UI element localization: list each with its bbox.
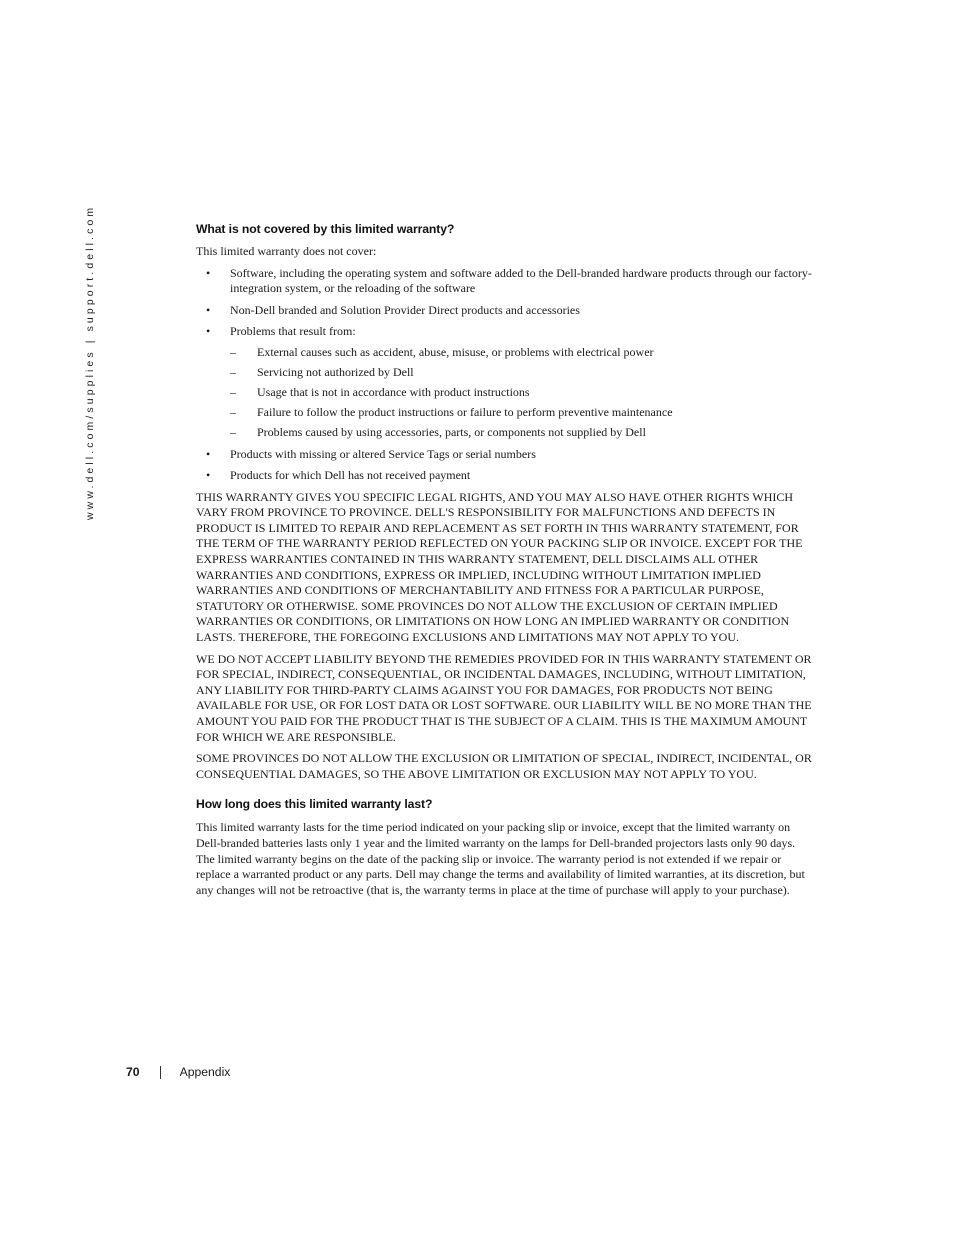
dash-marker: – <box>230 384 236 399</box>
list-item-text: Problems that result from: <box>230 324 356 339</box>
list-item <box>196 303 814 319</box>
dash-marker: – <box>230 344 236 359</box>
intro-paragraph: This limited warranty does not cover: <box>196 244 377 258</box>
section-heading-not-covered: What is not covered by this limited warranty? <box>196 222 455 236</box>
dash-marker: – <box>230 404 236 419</box>
list-item <box>196 324 814 440</box>
bullet-marker: • <box>206 324 211 339</box>
list-item-text: Products with missing or altered Service Tags or serial numbers <box>230 446 536 461</box>
exclusions-list <box>196 266 814 484</box>
sub-list-item-text: Servicing not authorized by Dell <box>257 364 414 379</box>
sub-list-item <box>230 405 814 421</box>
list-item <box>196 468 814 484</box>
sub-list-item-text: Usage that is not in accordance with product instructions <box>257 384 530 399</box>
list-item-text: Non-Dell branded and Solution Provider Direct products and accessories <box>230 302 580 317</box>
page-footer <box>126 1064 230 1080</box>
footer-section-name: Appendix <box>179 1065 231 1079</box>
page-number: 70 <box>126 1065 140 1079</box>
footer-divider <box>160 1066 161 1079</box>
provinces-paragraph: SOME PROVINCES DO NOT ALLOW THE EXCLUSION OR LIMITATION OF SPECIAL, INDIRECT, INCIDENTAL, OR CONSEQUENTIAL DAMAGES, SO THE ABOVE LIMITATION OR EXCLUSION MAY NOT APPLY TO YOU. <box>196 751 812 781</box>
dash-marker: – <box>230 424 236 439</box>
sub-list-item-text: Problems caused by using accessories, parts, or components not supplied by Dell <box>257 424 646 439</box>
liability-paragraph: WE DO NOT ACCEPT LIABILITY BEYOND THE REMEDIES PROVIDED FOR IN THIS WARRANTY STATEMENT OR FOR SPECIAL, INDIRECT, CONSEQUENTIAL, OR INCIDENTAL DAMAGES, INCLUDING, WITHOUT LIMITATION, ANY LIABILITY FOR THIRD-PARTY CLAIMS AGAINST YOU FOR DAMAGES, FOR PRODUCTS NOT BEING AVAILABLE FOR USE, OR FOR LOST DATA OR LOST SOFTWARE. OUR LIABILITY WILL BE NO MORE THAN THE AMOUNT YOU PAID FOR THE PRODUCT THAT IS THE SUBJECT OF A CLAIM. THIS IS THE MAXIMUM AMOUNT FOR WHICH WE ARE RESPONSIBLE. <box>196 651 812 744</box>
page-content <box>196 221 814 904</box>
sub-list-item <box>230 385 814 401</box>
list-item-text: Software, including the operating system and software added to the Dell-branded hardware products through our factory-integration system, or the reloading of the software <box>230 265 812 296</box>
sub-list-item <box>230 345 814 361</box>
bullet-marker: • <box>206 446 211 461</box>
sub-list-item <box>230 425 814 441</box>
bullet-marker: • <box>206 265 211 280</box>
problems-sublist <box>230 345 814 441</box>
section-heading-duration: How long does this limited warranty last? <box>196 797 433 812</box>
legal-rights-paragraph: THIS WARRANTY GIVES YOU SPECIFIC LEGAL RIGHTS, AND YOU MAY ALSO HAVE OTHER RIGHTS WHICH VARY FROM PROVINCE TO PROVINCE. DELL'S RESPONSIBILITY FOR MALFUNCTIONS AND DEFECTS IN PRODUCT IS LIMITED TO REPAIR AND REPLACEMENT AS SET FORTH IN THIS WARRANTY STATEMENT, FOR THE TERM OF THE WARRANTY PERIOD REFLECTED ON YOUR PACKING SLIP OR INVOICE. EXCEPT FOR THE EXPRESS WARRANTIES CONTAINED IN THIS WARRANTY STATEMENT, DELL DISCLAIMS ALL OTHER WARRANTIES AND CONDITIONS, EXPRESS OR IMPLIED, INCLUDING WITHOUT LIMITATION IMPLIED WARRANTIES AND CONDITIONS OF MERCHANTABILITY AND FITNESS FOR A PARTICULAR PURPOSE, STATUTORY OR OTHERWISE. SOME PROVINCES DO NOT ALLOW THE EXCLUSION OF CERTAIN IMPLIED WARRANTIES OR CONDITIONS, OR LIMITATIONS ON HOW LONG AN IMPLIED WARRANTY OR CONDITION LASTS. THEREFORE, THE FOREGOING EXCLUSIONS AND LIMITATIONS MAY NOT APPLY TO YOU. <box>196 489 803 645</box>
sub-list-item <box>230 365 814 381</box>
dash-marker: – <box>230 364 236 379</box>
duration-paragraph: This limited warranty lasts for the time period indicated on your packing slip or invoice, except that the limited warranty on Dell-branded batteries lasts only 1 year and the limited warranty on the lamps for Dell-branded projectors lasts only 90 days. The limited warranty begins on the date of the packing slip or invoice. The warranty period is not extended if we repair or replace a warranted product or any parts. Dell may change the terms and availability of limited warranties, at its discretion, but any changes will not be retroactive (that is, the warranty terms in place at the time of purchase will apply to your purchase). <box>196 820 805 897</box>
bullet-marker: • <box>206 468 211 483</box>
list-item-text: Products for which Dell has not received payment <box>230 468 471 483</box>
list-item <box>196 266 814 297</box>
sub-list-item-text: External causes such as accident, abuse, misuse, or problems with electrical power <box>257 344 654 359</box>
sub-list-item-text: Failure to follow the product instructions or failure to perform preventive maintenance <box>257 404 673 419</box>
list-item <box>196 447 814 463</box>
sidebar-url: www.dell.com/supplies | support.dell.com <box>84 204 96 520</box>
bullet-marker: • <box>206 302 211 317</box>
